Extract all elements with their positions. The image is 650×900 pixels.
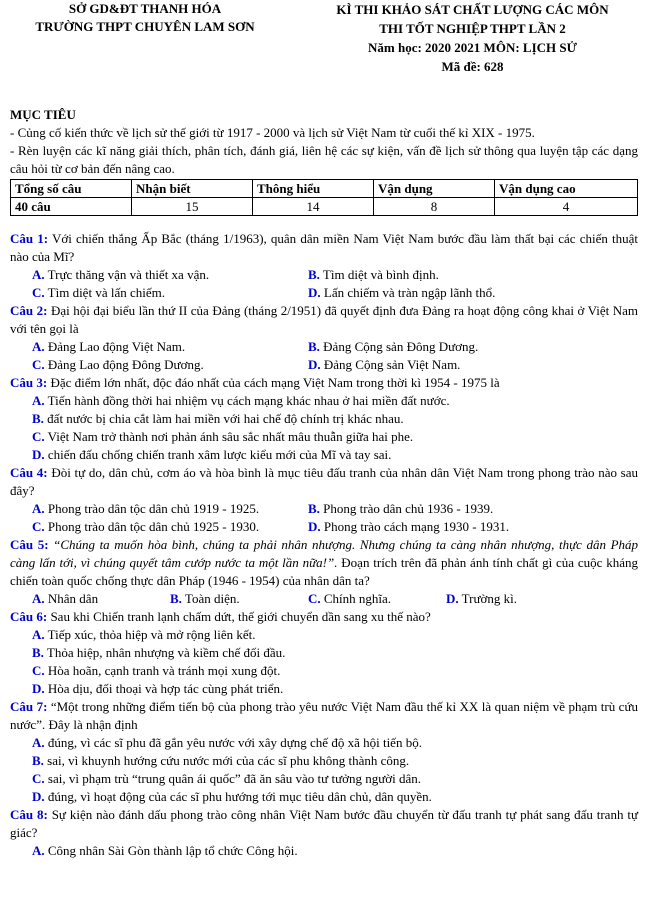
question-text: Đoạn trích trên đã phản ánh tính chất gì của cuộc kháng chiến toàn quốc chống thực dân Pháp (1946 - 1954) của nhân dân ta? — [10, 555, 638, 588]
question-list — [10, 230, 638, 860]
question-label: Câu 1: — [10, 231, 49, 246]
question-label: Câu 5: — [10, 537, 49, 552]
option-d: D. Lấn chiếm và tràn ngập lãnh thổ. — [308, 285, 496, 300]
option-b: B. Phong trào dân chủ 1936 - 1939. — [308, 501, 494, 516]
exam-header — [0, 0, 650, 92]
option-a: A. Đảng Lao động Việt Nam. — [32, 339, 186, 354]
exam-info-block — [300, 0, 645, 76]
option-c: C. sai, vì phạm trù “trung quân ái quốc” đã ăn sâu vào tư tưởng người dân. — [32, 771, 422, 786]
question-label: Câu 8: — [10, 807, 48, 822]
question-4 — [10, 464, 638, 536]
option-b: B. Tìm diệt và bình định. — [308, 267, 439, 282]
option-b: B. sai, vì khuynh hướng cứu nước mới của các sĩ phu không thành công. — [32, 753, 410, 768]
question-label: Câu 7: — [10, 699, 48, 714]
option-a: A. Tiếp xúc, thỏa hiệp và mở rộng liên kết. — [32, 627, 256, 642]
matrix-cell: 14 — [253, 198, 374, 216]
question-text: Với chiến thắng Ấp Bắc (tháng 1/1963), quân dân miền Nam Việt Nam bước đầu làm thất bại các chiến thuật nào của Mĩ? — [10, 231, 638, 264]
objective-line-2: - Rèn luyện các kĩ năng giải thích, phân tích, đánh giá, liên hệ các sự kiện, vấn đề lịch sử thông qua luyện tập các dạng câu hỏi từ cơ bản đến nâng cao. — [10, 143, 638, 176]
matrix-header-row — [11, 180, 638, 198]
matrix-cell: 4 — [495, 198, 638, 216]
exam-title-line1: KÌ THI KHẢO SÁT CHẤT LƯỢNG CÁC MÔN — [336, 2, 609, 17]
option-a: A. Tiến hành đồng thời hai nhiệm vụ cách mạng khác nhau ở hai miền đất nước. — [32, 393, 450, 408]
option-c: C. Tìm diệt và lấn chiếm. — [32, 285, 165, 300]
question-matrix-table — [10, 179, 638, 216]
option-d: D. Hòa dịu, đối thoại và hợp tác cùng phát triển. — [32, 681, 284, 696]
option-d: D. chiến đấu chống chiến tranh xâm lược kiểu mới của Mĩ và tay sai. — [32, 447, 392, 462]
option-c: C. Việt Nam trở thành nơi phản ánh sâu sắc nhất mâu thuẫn giữa hai phe. — [32, 429, 414, 444]
question-2 — [10, 302, 638, 374]
question-3 — [10, 374, 638, 464]
option-a: A. Trực thăng vận và thiết xa vận. — [32, 267, 210, 282]
question-8 — [10, 806, 638, 860]
option-d: D. Phong trào cách mạng 1930 - 1931. — [308, 519, 510, 534]
school-name: TRƯỜNG THPT CHUYÊN LAM SƠN — [35, 19, 255, 34]
question-text: Đòi tự do, dân chủ, cơm áo và hòa bình là mục tiêu đấu tranh của nhân dân Việt Nam trong phong trào nào sau đây? — [10, 465, 638, 498]
matrix-data-row — [11, 198, 638, 216]
matrix-header-cell: Tổng số câu — [11, 180, 132, 198]
option-b: B. Đảng Cộng sản Đông Dương. — [308, 339, 479, 354]
question-1 — [10, 230, 638, 302]
option-d: D. Đảng Cộng sản Việt Nam. — [308, 357, 461, 372]
option-a: A. Công nhân Sài Gòn thành lập tổ chức Công hội. — [32, 843, 298, 858]
question-label: Câu 2: — [10, 303, 48, 318]
question-label: Câu 4: — [10, 465, 48, 480]
option-b: B. đất nước bị chia cắt làm hai miền với hai chế độ chính trị khác nhau. — [32, 411, 404, 426]
matrix-cell: 40 câu — [11, 198, 132, 216]
objective-line-1: - Củng cố kiến thức về lịch sử thế giới từ 1917 - 2000 và lịch sử Việt Nam từ cuối thế kỉ XIX - 1975. — [10, 125, 535, 140]
school-year-subject: Năm học: 2020 2021 MÔN: LỊCH SỬ — [368, 40, 577, 55]
matrix-cell: 15 — [132, 198, 253, 216]
question-text: Đặc điểm lớn nhất, độc đáo nhất của cách mạng Việt Nam trong thời kì 1954 - 1975 là — [47, 375, 500, 390]
exam-title-line2: THI TỐT NGHIỆP THPT LẦN 2 — [379, 21, 566, 36]
exam-code: Mã đề: 628 — [441, 59, 504, 74]
question-text: “Một trong những điểm tiến bộ của phong trào yêu nước Việt Nam đầu thế kỉ XX là quan niệm về phạm trù cứu nước”. Đây là nhận định — [10, 699, 639, 732]
objectives-title: MỤC TIÊU — [10, 107, 76, 122]
option-d: D. Trường kì. — [446, 591, 518, 606]
question-text: Sau khi Chiến tranh lạnh chấm dứt, thế giới chuyển dần sang xu thế nào? — [47, 609, 431, 624]
matrix-header-cell: Thông hiểu — [253, 180, 374, 198]
option-c: C. Đảng Lao động Đông Dương. — [32, 357, 204, 372]
question-7 — [10, 698, 638, 806]
option-c: C. Chính nghĩa. — [308, 591, 392, 606]
matrix-header-cell: Nhận biết — [132, 180, 253, 198]
option-c: C. Phong trào dân tộc dân chủ 1925 - 1930. — [32, 519, 260, 534]
question-label: Câu 6: — [10, 609, 48, 624]
department-name: SỞ GD&ĐT THANH HÓA — [68, 1, 222, 16]
option-b: B. Toàn diện. — [170, 591, 240, 606]
matrix-header-cell: Vận dụng cao — [495, 180, 638, 198]
exam-content — [10, 106, 638, 860]
matrix-cell: 8 — [374, 198, 495, 216]
question-quote: “Chúng ta muốn hòa bình, chúng ta phải nhân nhượng. Nhưng chúng ta càng nhân nhượng, thực dân Pháp càng lấn tới, vì chúng quyết tâm cướp nước ta một lần nữa!”. — [10, 537, 639, 570]
question-text: Đại hội đại biểu lần thứ II của Đảng (tháng 2/1951) đã quyết định đưa Đảng ra hoạt động công khai ở Việt Nam với tên gọi là — [10, 303, 638, 336]
matrix-header-cell: Vận dụng — [374, 180, 495, 198]
school-block — [0, 0, 290, 36]
option-a: A. Phong trào dân tộc dân chủ 1919 - 1925. — [32, 501, 260, 516]
option-d: D. đúng, vì hoạt động của các sĩ phu hướng tới mục tiêu dân chủ, dân quyền. — [32, 789, 432, 804]
option-a: A. đúng, vì các sĩ phu đã gắn yêu nước với xây dựng chế độ xã hội tiến bộ. — [32, 735, 422, 750]
question-6 — [10, 608, 638, 698]
option-b: B. Thỏa hiệp, nhân nhượng và kiềm chế đối đầu. — [32, 645, 286, 660]
question-text: Sự kiện nào đánh dấu phong trào công nhân Việt Nam bước đầu chuyển từ đấu tranh tự phát sang đấu tranh tự giác? — [10, 807, 638, 840]
option-a: A. Nhân dân — [32, 591, 99, 606]
question-5 — [10, 536, 638, 608]
option-c: C. Hòa hoãn, cạnh tranh và tránh mọi xung đột. — [32, 663, 281, 678]
question-label: Câu 3: — [10, 375, 48, 390]
